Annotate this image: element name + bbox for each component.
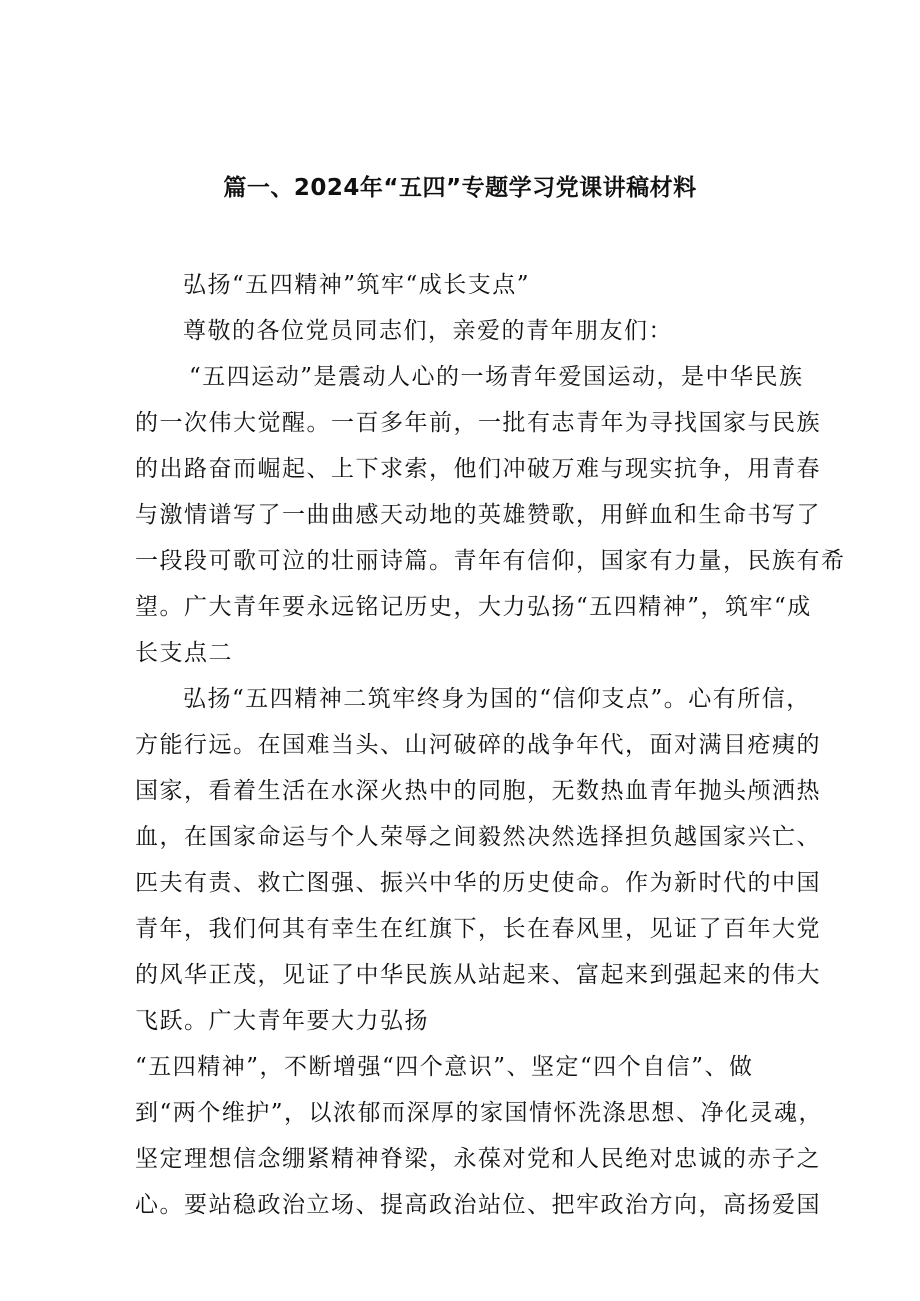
paragraph-line: 望。广大青年要永远铭记历史，大力弘扬“五四精神”，筑牢“成 bbox=[135, 594, 812, 620]
paragraph-line: 方能行远。在国难当头、山河破碎的战争年代，面对满目疮痍的 bbox=[135, 732, 821, 758]
paragraph-line: 长支点二 bbox=[135, 640, 233, 666]
paragraph-line: 的一次伟大觉醒。一百多年前，一批有志青年为寻找国家与民族 bbox=[135, 410, 821, 436]
paragraph-line: 飞跃。广大青年要大力弘扬 bbox=[135, 1008, 429, 1034]
paragraph-line: 匹夫有责、救亡图强、振兴中华的历史使命。作为新时代的中国 bbox=[135, 870, 821, 896]
paragraph-line: 到“两个维护”，以浓郁而深厚的家国情怀洗涤思想、净化灵魂， bbox=[135, 1100, 824, 1126]
paragraph-line: 心。要站稳政治立场、提高政治站位、把牢政治方向，高扬爱国 bbox=[135, 1192, 821, 1218]
paragraph-line: 弘扬“五四精神二筑牢终身为国的“信仰支点”。心有所信， bbox=[183, 686, 811, 712]
document-body bbox=[135, 262, 846, 1228]
paragraph-line: 坚定理想信念绷紧精神脊梁，永葆对党和人民绝对忠诚的赤子之 bbox=[135, 1146, 821, 1172]
paragraph-line: 血，在国家命运与个人荣辱之间毅然决然选择担负越国家兴亡、 bbox=[135, 824, 821, 850]
subtitle-line: 弘扬“五四精神”筑牢“成长支点” bbox=[183, 272, 531, 298]
paragraph-line: 的风华正茂，见证了中华民族从站起来、富起来到强起来的伟大 bbox=[135, 962, 821, 988]
paragraph-line: 与激情谱写了一曲曲感天动地的英雄赞歌，用鲜血和生命书写了 bbox=[135, 502, 821, 528]
paragraph-line: 国家，看着生活在水深火热中的同胞，无数热血青年抛头颅洒热 bbox=[135, 778, 821, 804]
paragraph-line: 青年，我们何其有幸生在红旗下，长在春风里，见证了百年大党 bbox=[135, 916, 821, 942]
paragraph-line: 一段段可歌可泣的壮丽诗篇。青年有信仰，国家有力量，民族有希 bbox=[135, 548, 846, 574]
salutation-line: 尊敬的各位党员同志们，亲爱的青年朋友们： bbox=[183, 318, 673, 344]
paragraph-line: 的出路奋而崛起、上下求索，他们冲破万难与现实抗争，用青春 bbox=[135, 456, 821, 482]
paragraph-line: “五四运动”是震动人心的一场青年爱国运动，是中华民族 bbox=[189, 364, 804, 390]
document-title: 篇一、2024年“五四”专题学习党课讲稿材料 bbox=[223, 175, 697, 201]
paragraph-line: “五四精神”，不断增强“四个意识”、坚定“四个自信”、做 bbox=[135, 1054, 754, 1080]
